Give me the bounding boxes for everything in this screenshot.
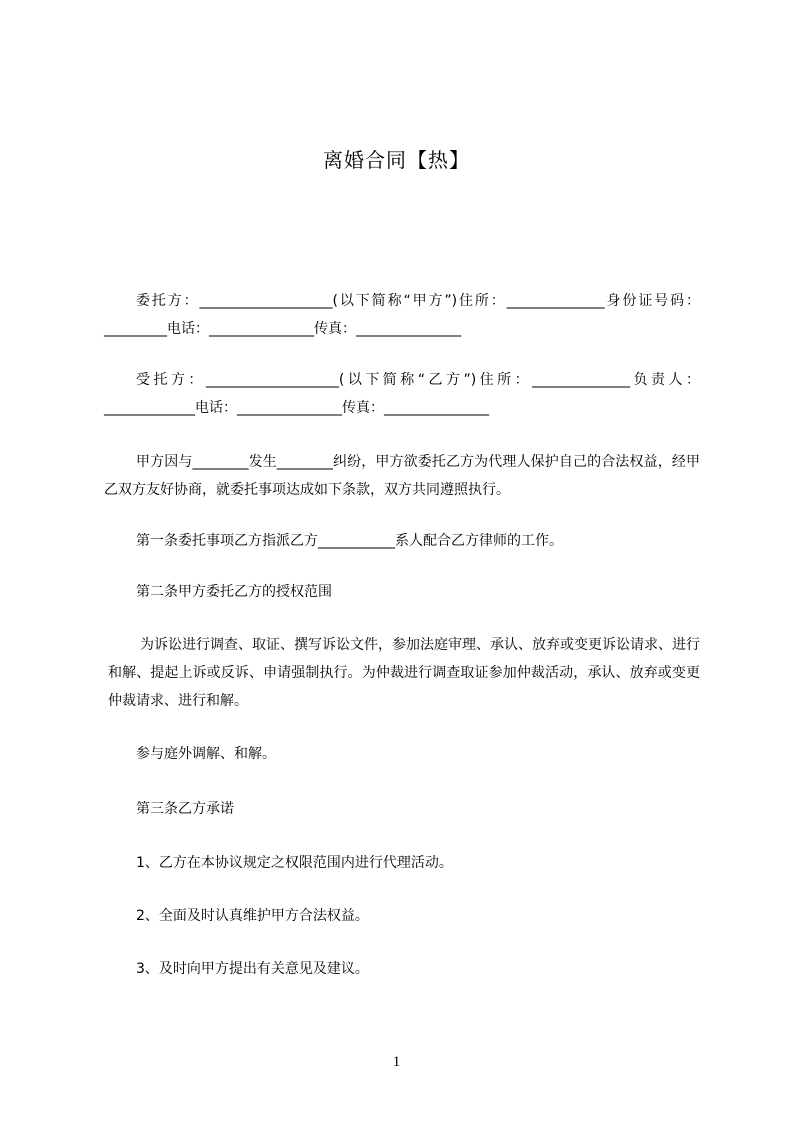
article-2-heading: 第二条甲方委托乙方的授权范围: [136, 584, 332, 600]
commitment-item-3: 3、及时向甲方提出有关意见及建议。: [136, 961, 369, 977]
mediation-paragraph: 参与庭外调解、和解。: [136, 746, 276, 762]
page-number: 1: [392, 1054, 401, 1070]
authorization-scope-paragraph: 为诉讼进行调查、取证、撰写诉讼文件，参加法庭审理、承认、放弃或变更诉讼请求、进行和解、提起上诉或反诉、申请强制执行。为仲裁进行调查取证参加仲裁活动，承认、放弃或变更仲裁请求、进行和解。: [108, 637, 700, 709]
preamble-paragraph: 甲方因与________发生________纠纷，甲方欲委托乙方为代理人保护自己的合法权益，经甲乙双方友好协商，就委托事项达成如下条款，双方共同遵照执行。: [104, 454, 700, 498]
document-title: 离婚合同【热】: [323, 148, 470, 172]
article-3-heading: 第三条乙方承诺: [136, 801, 234, 817]
agent-info-paragraph: 受托方：___________________(以下简称“乙方”)住所：______________负责人：_____________电话：_______________传真：_______________: [104, 372, 700, 416]
commitment-item-2: 2、全面及时认真维护甲方合法权益。: [136, 908, 369, 924]
commitment-item-1: 1、乙方在本协议规定之权限范围内进行代理活动。: [136, 855, 453, 871]
article-1-paragraph: 第一条委托事项乙方指派乙方___________系人配合乙方律师的工作。: [136, 533, 563, 549]
client-info-paragraph: 委托方：___________________(以下简称“甲方”)住所：______________身份证号码：_________电话：_______________传真：_______________: [104, 293, 700, 337]
